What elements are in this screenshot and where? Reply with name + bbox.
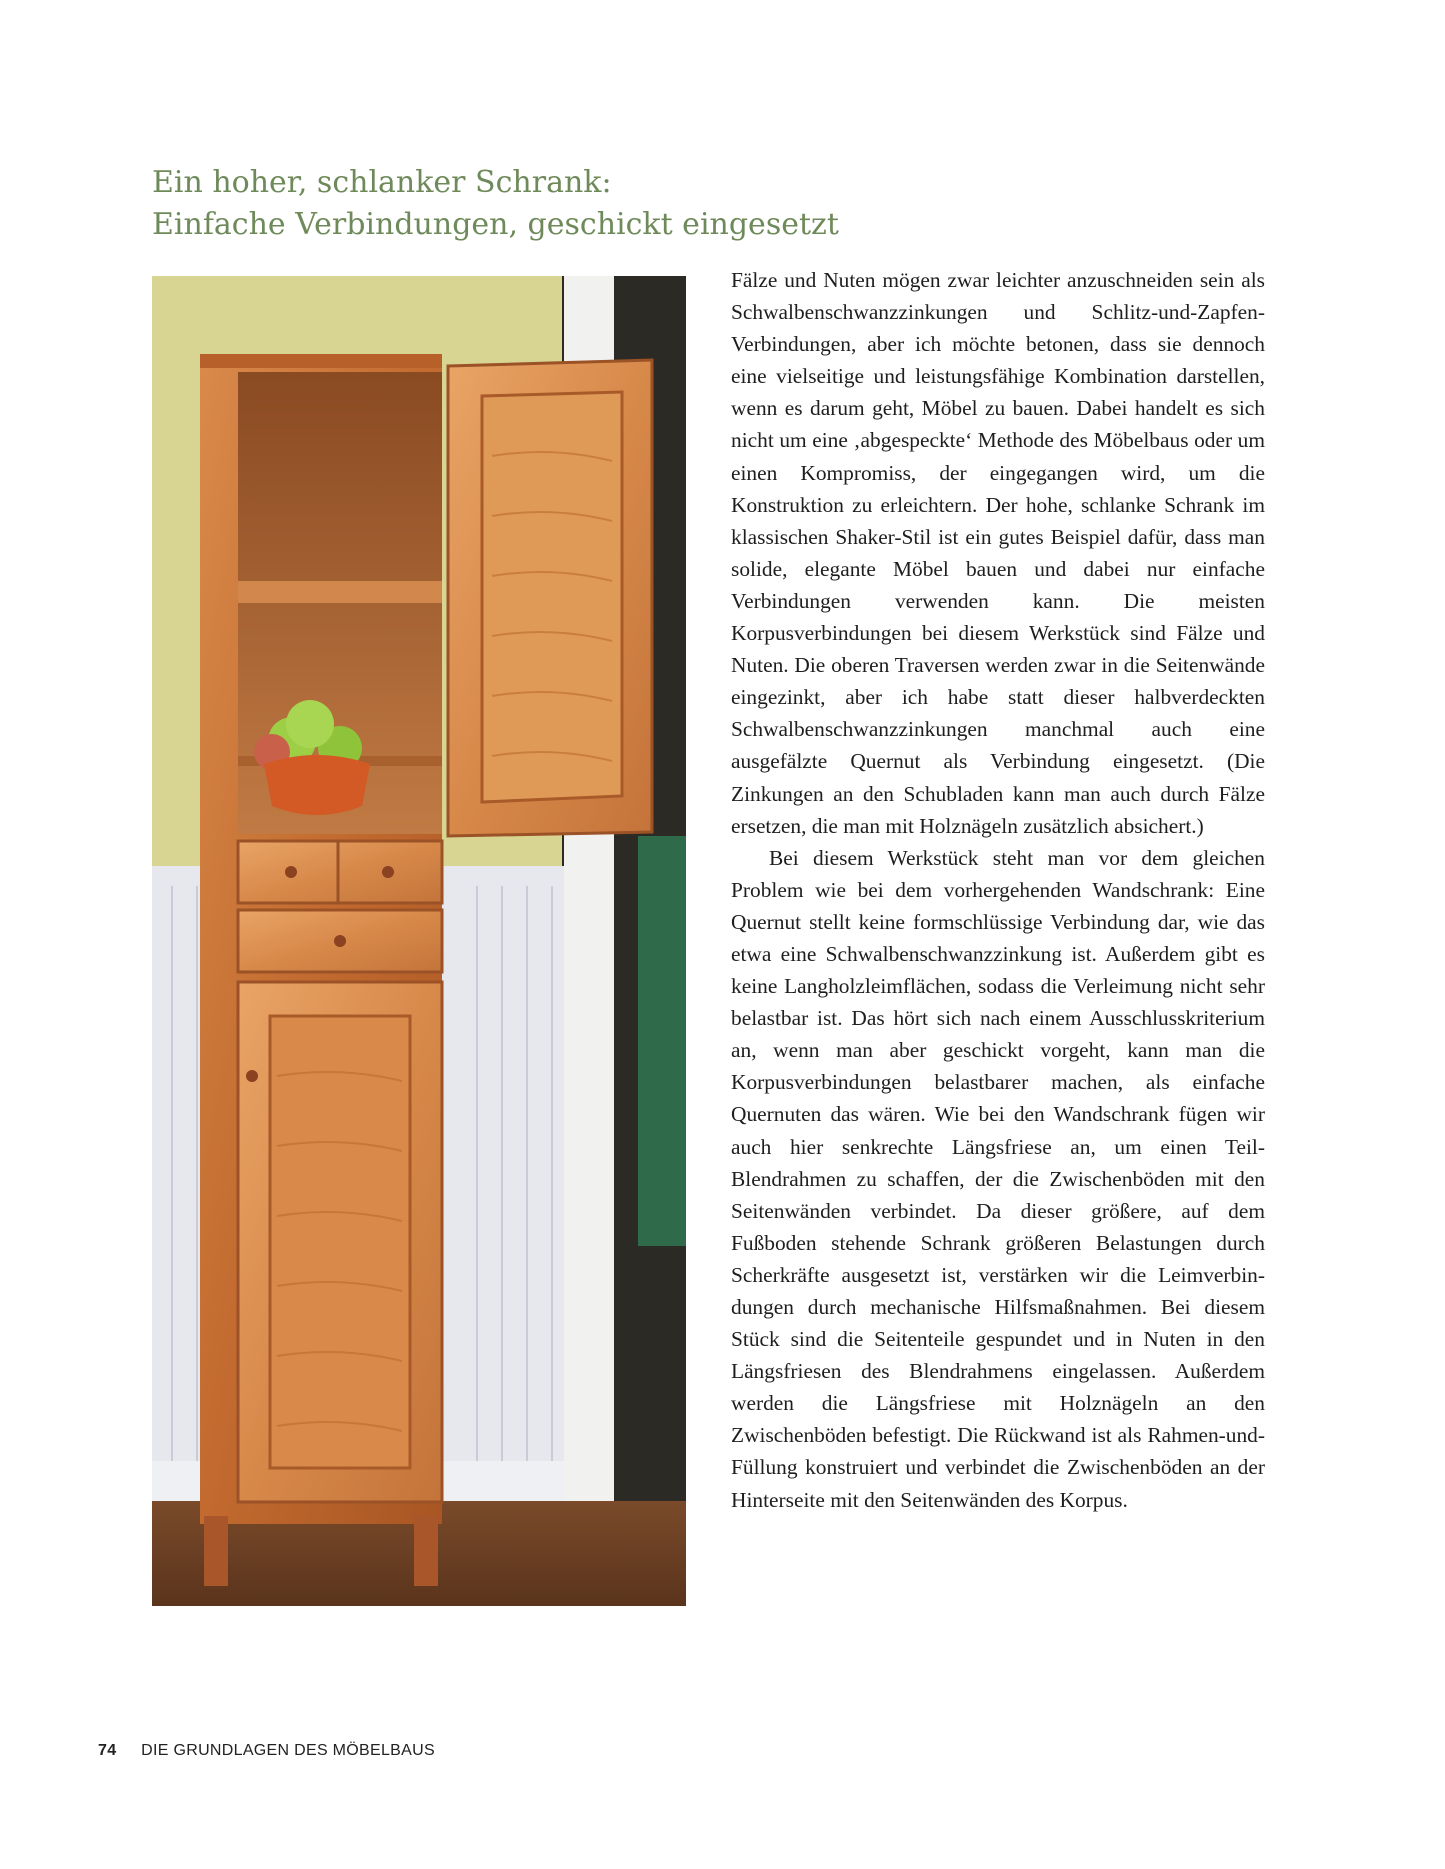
title-line-1: Ein hoher, schlanker Schrank: [152,165,612,200]
paragraph-2: Bei diesem Werkstück steht man vor dem gleichen Problem wie bei dem vorhergehenden Wandschrank: Eine Quernut stellt keine formschlüssige Verbindung dar, wie das etwa eine Schwalbenschwanzzinkung ist. Außerdem gibt es keine Langholzleimflächen, sodass die Verleimung nicht sehr belastbar ist. Das hört sich nach einem Ausschlusskriterium an, wenn man aber geschickt vorgeht, kann man die Korpusverbindungen belastbarer machen, als einfache Quernuten das wären. Wie bei den Wandschrank fügen wir auch hier senkrechte Längsfriese an, um einen Teil-Blendrahmen zu schaffen, der die Zwischenböden mit den Seitenwänden verbindet. Da dieser größere, auf dem Fußboden stehende Schrank größeren Belastungen durch Scherkräfte ausgesetzt ist, verstärken wir die Leimverbindungen durch mechanische Hilfsmaßnahmen. Bei diesem Stück sind die Seitenteile gespundet und in Nuten in den Längsfriesen des Blendrahmens eingelassen. Außerdem werden die Längsfriese mit Holznägeln an den Zwischenböden befestigt. Die Rückwand ist als Rahmen-und-Füllung konstruiert und verbindet die Zwischenböden an der Hinterseite mit den Seitenwänden des Korpus. [731,845,1265,1512]
title-line-2: Einfache Verbindungen, geschickt eingesetzt [152,207,839,242]
cabinet-illustration [152,276,686,1606]
page-number: 74 [98,1742,117,1759]
body-text [731,264,1265,1516]
cabinet-photo [152,276,686,1606]
page-footer [98,1742,698,1760]
paragraph-1: Fälze und Nuten mögen zwar leichter anzuschneiden sein als Schwalbenschwanzzinkungen und Schlitz-und-Zapfen-Verbindungen, aber ich möchte betonen, dass sie dennoch eine vielseitige und leistungsfähige Kombination darstellen, wenn es darum geht, Möbel zu bauen. Dabei handelt es sich nicht um eine ‚abgespeckte‘ Methode des Möbelbaus oder um einen Kompromiss, der eingegangen wird, um die Konstruktion zu erleichtern. Der hohe, schlanke Schrank im klassischen Shaker-Stil ist ein gutes Beispiel dafür, dass man solide, elegante Möbel bauen und dabei nur einfache Verbindungen verwenden kann. Die meisten Korpusverbindungen bei diesem Werkstück sind Fälze und Nuten. Die oberen Traversen werden zwar in die Seitenwände eingezinkt, aber ich habe statt dieser halbverdeckten Schwalbenschwanzzinkungen manchmal auch eine ausgefälzte Quernut als Verbindung eingesetzt. (Die Zinkungen an den Schubladen kann man auch durch Fälze ersetzen, die man mit Holznägeln zusätzlich absichert.) [731,268,1265,838]
running-footer-section: DIE GRUNDLAGEN DES MÖBELBAUS [141,1742,435,1759]
page-title [152,162,1252,246]
